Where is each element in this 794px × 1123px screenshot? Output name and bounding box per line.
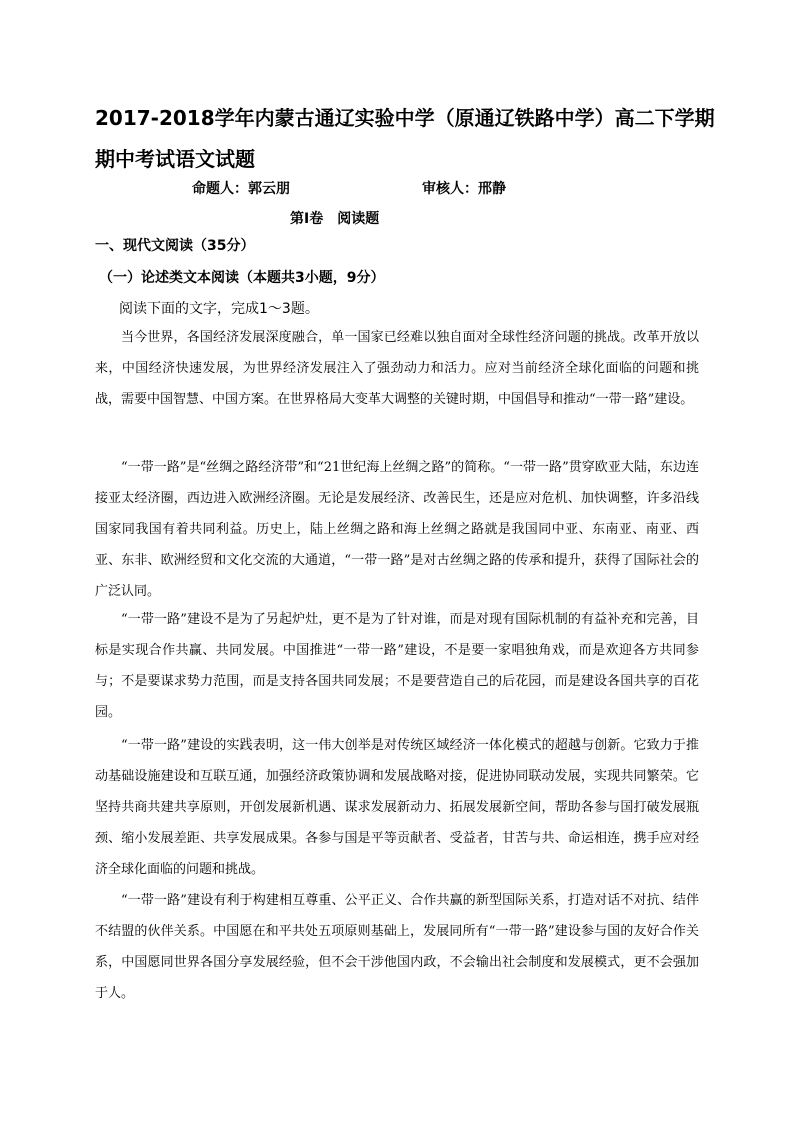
- paragraph-2: “一带一路”是“丝绸之路经济带”和“21世纪海上丝绸之路”的简称。“一带一路”贯穿欧亚大陆，东边连接亚太经济圈，西边进入欧洲经济圈。无论是发展经济、改善民生，还是应对危机、加快调整，许多沿线国家同我国有着共同利益。历史上，陆上丝绸之路和海上丝绸之路就是我国同中亚、东南亚、南亚、西亚、东非、欧洲经贸和文化交流的大通道，“一带一路”是对古丝绸之路的传承和提升，获得了国际社会的广泛认同。: [95, 460, 699, 599]
- paragraph-3: “一带一路”建设不是为了另起炉灶，更不是为了针对谁，而是对现有国际机制的有益补充和完善，目标是实现合作共赢、共同发展。中国推进“一带一路”建设，不是要一家唱独角戏，而是欢迎各方共同参与；不是要谋求势力范围，而是支持各国共同发展；不是要营造自己的后花园，而是建设各国共享的百花园。: [95, 612, 699, 720]
- reading-instruction: 阅读下面的文字，完成1～3题。: [119, 301, 319, 317]
- exam-title-line1: 2017-2018学年内蒙古通辽实验中学（原通辽铁路中学）高二下学期: [95, 106, 715, 130]
- reviewer-line: 审核人：邢静: [422, 181, 506, 197]
- part-heading: 第Ⅰ卷 阅读题: [290, 211, 380, 227]
- paragraph-4: “一带一路”建设的实践表明，这一伟大创举是对传统区域经济一体化模式的超越与创新。它致力于推动基础设施建设和互联互通，加强经济政策协调和发展战略对接，促进协同联动发展，实现共同繁荣。它坚持共商共建共享原则，开创发展新机遇、谋求发展新动力、拓展发展新空间，帮助各参与国打破发展瓶颈、缩小发展差距、共享发展成果。各参与国是平等贡献者、受益者，甘苦与共、命运相连，携手应对经济全球化面临的问题和挑战。: [95, 738, 699, 877]
- author-line: 命题人：郭云朋: [192, 181, 290, 197]
- paragraph-1: 当今世界，各国经济发展深度融合，单一国家已经难以独自面对全球性经济问题的挑战。改革开放以来，中国经济快速发展，为世界经济发展注入了强劲动力和活力。应对当前经济全球化面临的问题和挑战，需要中国智慧、中国方案。在世界格局大变革大调整的关键时期，中国倡导和推动“一带一路”建设。: [95, 330, 699, 407]
- subsection-heading: （一）论述类文本阅读（本题共3小题，9分）: [99, 270, 385, 286]
- paragraph-5: “一带一路”建设有利于构建相互尊重、公平正义、合作共赢的新型国际关系，打造对话不对抗、结伴不结盟的伙伴关系。中国愿在和平共处五项原则基础上，发展同所有“一带一路”建设参与国的友好合作关系，中国愿同世界各国分享发展经验，但不会干涉他国内政，不会输出社会制度和发展模式，更不会强加于人。: [95, 893, 699, 1001]
- section-heading: 一、现代文阅读（35分）: [95, 238, 255, 254]
- exam-title-line2: 期中考试语文试题: [95, 147, 255, 171]
